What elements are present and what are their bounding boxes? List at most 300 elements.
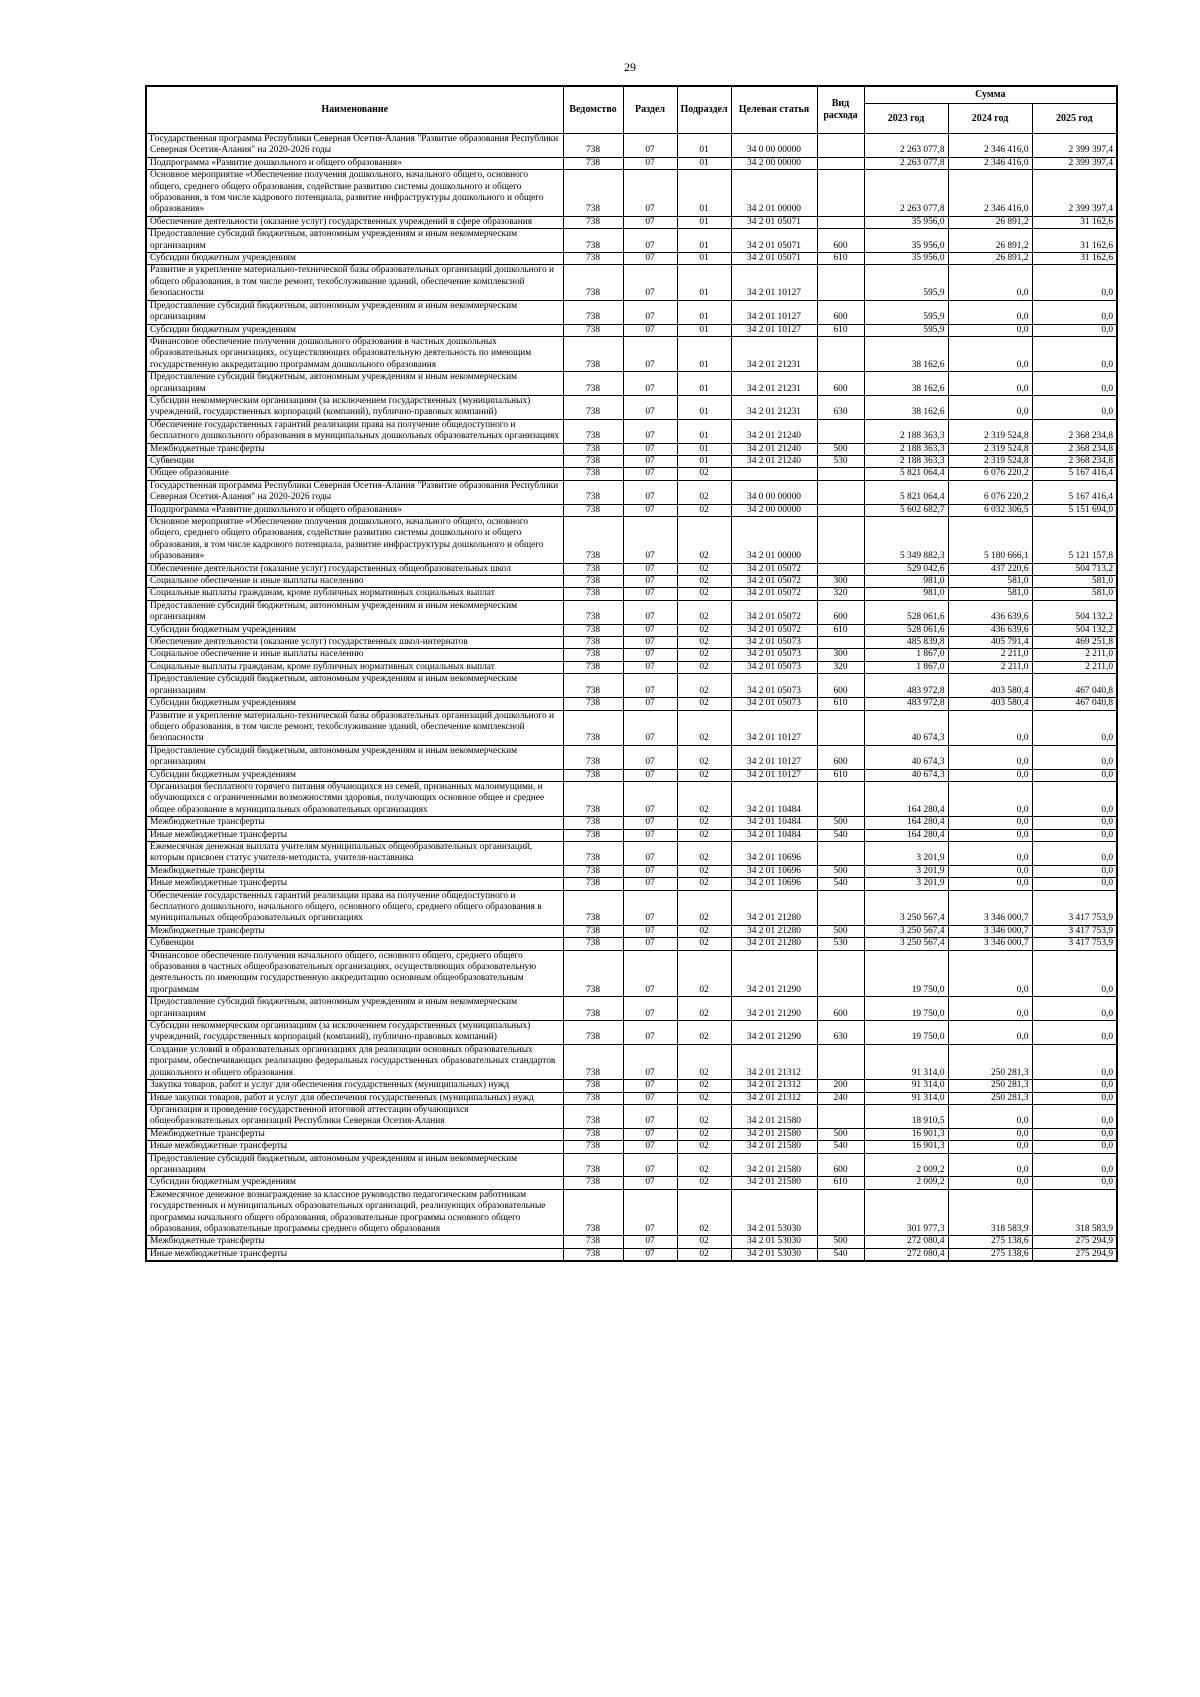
row-subsection: 02 bbox=[677, 480, 731, 504]
row-subsection: 02 bbox=[677, 997, 731, 1021]
row-ministry: 738 bbox=[563, 170, 623, 217]
row-expense-type bbox=[817, 157, 864, 169]
row-section: 07 bbox=[623, 1153, 677, 1177]
row-amount-2023: 18 910,5 bbox=[864, 1104, 948, 1128]
row-subsection: 02 bbox=[677, 950, 731, 997]
table-row bbox=[146, 841, 1117, 865]
row-subsection: 02 bbox=[677, 841, 731, 865]
row-ministry: 738 bbox=[563, 1153, 623, 1177]
row-name: Основное мероприятие «Обеспечение получения дошкольного, начального общего, основного общего, среднего общего образования, содействие развитию системы дошкольного и общего образования, в том числе кадрового потенциала, развитие инфраструктуры дошкольного и общего образования» bbox=[146, 170, 563, 217]
row-subsection: 02 bbox=[677, 600, 731, 624]
row-section: 07 bbox=[623, 865, 677, 877]
row-amount-2025: 0,0 bbox=[1032, 1021, 1117, 1045]
row-amount-2024: 436 639,6 bbox=[948, 600, 1032, 624]
row-section: 07 bbox=[623, 829, 677, 841]
table-row bbox=[146, 781, 1117, 816]
row-section: 07 bbox=[623, 300, 677, 324]
row-ministry: 738 bbox=[563, 504, 623, 516]
row-ministry: 738 bbox=[563, 817, 623, 829]
row-subsection: 02 bbox=[677, 1189, 731, 1236]
row-subsection: 02 bbox=[677, 504, 731, 516]
row-expense-type bbox=[817, 637, 864, 649]
row-expense-type: 610 bbox=[817, 1177, 864, 1189]
row-amount-2024: 3 346 000,7 bbox=[948, 890, 1032, 925]
row-amount-2024: 403 580,4 bbox=[948, 674, 1032, 698]
row-target: 34 2 01 21240 bbox=[731, 443, 817, 455]
row-amount-2025: 0,0 bbox=[1032, 1177, 1117, 1189]
row-name: Предоставление субсидий бюджетным, автономным учреждениям и иным некоммерческим организациям bbox=[146, 300, 563, 324]
row-section: 07 bbox=[623, 419, 677, 443]
row-subsection: 01 bbox=[677, 336, 731, 371]
row-ministry: 738 bbox=[563, 841, 623, 865]
row-ministry: 738 bbox=[563, 1092, 623, 1104]
row-section: 07 bbox=[623, 563, 677, 575]
row-expense-type bbox=[817, 1104, 864, 1128]
row-target: 34 2 01 05073 bbox=[731, 649, 817, 661]
row-ministry: 738 bbox=[563, 229, 623, 253]
row-ministry: 738 bbox=[563, 649, 623, 661]
row-name: Предоставление субсидий бюджетным, автономным учреждениям и иным некоммерческим организациям bbox=[146, 372, 563, 396]
row-subsection: 01 bbox=[677, 157, 731, 169]
row-amount-2024: 6 076 220,2 bbox=[948, 468, 1032, 480]
row-subsection: 02 bbox=[677, 1248, 731, 1261]
row-target: 34 2 01 21290 bbox=[731, 997, 817, 1021]
row-expense-type: 500 bbox=[817, 925, 864, 937]
row-amount-2023: 595,9 bbox=[864, 265, 948, 300]
row-amount-2025: 275 294,9 bbox=[1032, 1236, 1117, 1248]
row-target: 34 2 01 21231 bbox=[731, 372, 817, 396]
row-expense-type bbox=[817, 468, 864, 480]
row-name: Субсидии некоммерческим организациям (за исключением государственных (муниципальных) учреждений, государственных корпораций (компаний), публично-правовых компаний) bbox=[146, 395, 563, 419]
row-expense-type: 600 bbox=[817, 229, 864, 253]
row-amount-2025: 0,0 bbox=[1032, 1104, 1117, 1128]
row-amount-2024: 250 281,3 bbox=[948, 1080, 1032, 1092]
table-row bbox=[146, 649, 1117, 661]
row-expense-type: 500 bbox=[817, 865, 864, 877]
row-amount-2024: 0,0 bbox=[948, 865, 1032, 877]
row-name: Обеспечение деятельности (оказание услуг) государственных общеобразовательных школ bbox=[146, 563, 563, 575]
row-amount-2023: 164 280,4 bbox=[864, 817, 948, 829]
header-ministry: Ведомство bbox=[563, 86, 623, 134]
row-subsection: 02 bbox=[677, 1080, 731, 1092]
row-amount-2023: 2 188 363,3 bbox=[864, 455, 948, 467]
row-ministry: 738 bbox=[563, 419, 623, 443]
table-row bbox=[146, 1044, 1117, 1079]
row-name: Предоставление субсидий бюджетным, автономным учреждениям и иным некоммерческим организациям bbox=[146, 997, 563, 1021]
row-amount-2023: 91 314,0 bbox=[864, 1080, 948, 1092]
row-amount-2023: 5 821 064,4 bbox=[864, 468, 948, 480]
table-row bbox=[146, 455, 1117, 467]
row-subsection: 02 bbox=[677, 674, 731, 698]
table-row bbox=[146, 170, 1117, 217]
row-section: 07 bbox=[623, 745, 677, 769]
row-target: 34 2 01 21312 bbox=[731, 1044, 817, 1079]
row-amount-2025: 0,0 bbox=[1032, 817, 1117, 829]
row-ministry: 738 bbox=[563, 1141, 623, 1153]
row-target: 34 2 01 05072 bbox=[731, 576, 817, 588]
row-section: 07 bbox=[623, 649, 677, 661]
row-amount-2023: 91 314,0 bbox=[864, 1092, 948, 1104]
row-amount-2025: 469 251,8 bbox=[1032, 637, 1117, 649]
row-subsection: 02 bbox=[677, 878, 731, 890]
row-target: 34 2 01 00000 bbox=[731, 170, 817, 217]
row-target: 34 2 01 21312 bbox=[731, 1080, 817, 1092]
row-amount-2023: 38 162,6 bbox=[864, 395, 948, 419]
row-ministry: 738 bbox=[563, 600, 623, 624]
row-subsection: 02 bbox=[677, 1044, 731, 1079]
row-name: Обеспечение государственных гарантий реализации права на получение общедоступного и бесплатного дошкольного, начального общего, основного общего, среднего общего образования в муниципальных общеобразовательных организациях bbox=[146, 890, 563, 925]
row-subsection: 02 bbox=[677, 890, 731, 925]
row-ministry: 738 bbox=[563, 300, 623, 324]
row-section: 07 bbox=[623, 938, 677, 950]
row-amount-2025: 5 151 694,0 bbox=[1032, 504, 1117, 516]
row-amount-2023: 3 201,9 bbox=[864, 841, 948, 865]
row-amount-2025: 5 167 416,4 bbox=[1032, 468, 1117, 480]
row-subsection: 02 bbox=[677, 624, 731, 636]
row-subsection: 02 bbox=[677, 710, 731, 745]
row-amount-2023: 1 867,0 bbox=[864, 661, 948, 673]
row-amount-2024: 436 639,6 bbox=[948, 624, 1032, 636]
row-amount-2023: 981,0 bbox=[864, 576, 948, 588]
row-amount-2024: 0,0 bbox=[948, 950, 1032, 997]
row-name: Предоставление субсидий бюджетным, автономным учреждениям и иным некоммерческим организациям bbox=[146, 745, 563, 769]
table-row bbox=[146, 600, 1117, 624]
table-row bbox=[146, 157, 1117, 169]
row-section: 07 bbox=[623, 504, 677, 516]
row-name: Социальное обеспечение и иные выплаты населению bbox=[146, 649, 563, 661]
row-ministry: 738 bbox=[563, 372, 623, 396]
row-amount-2024: 0,0 bbox=[948, 324, 1032, 336]
row-amount-2025: 504 132,2 bbox=[1032, 624, 1117, 636]
row-section: 07 bbox=[623, 253, 677, 265]
row-expense-type: 600 bbox=[817, 1153, 864, 1177]
row-amount-2024: 2 211,0 bbox=[948, 649, 1032, 661]
row-subsection: 01 bbox=[677, 443, 731, 455]
table-row bbox=[146, 588, 1117, 600]
row-section: 07 bbox=[623, 698, 677, 710]
row-name: Подпрограмма «Развитие дошкольного и общего образования» bbox=[146, 157, 563, 169]
row-expense-type bbox=[817, 781, 864, 816]
row-target: 34 2 01 05072 bbox=[731, 588, 817, 600]
row-amount-2024: 275 138,6 bbox=[948, 1236, 1032, 1248]
row-target: 34 2 01 10696 bbox=[731, 841, 817, 865]
row-target: 34 2 01 21312 bbox=[731, 1092, 817, 1104]
row-amount-2025: 0,0 bbox=[1032, 1092, 1117, 1104]
row-ministry: 738 bbox=[563, 624, 623, 636]
table-row bbox=[146, 890, 1117, 925]
row-expense-type bbox=[817, 1044, 864, 1079]
row-section: 07 bbox=[623, 1236, 677, 1248]
row-amount-2024: 2 346 416,0 bbox=[948, 157, 1032, 169]
row-amount-2024: 275 138,6 bbox=[948, 1248, 1032, 1261]
row-target: 34 2 01 10696 bbox=[731, 878, 817, 890]
row-section: 07 bbox=[623, 229, 677, 253]
row-target: 34 2 01 21240 bbox=[731, 419, 817, 443]
row-ministry: 738 bbox=[563, 588, 623, 600]
row-expense-type: 600 bbox=[817, 997, 864, 1021]
row-target: 34 2 01 10127 bbox=[731, 769, 817, 781]
row-name: Субсидии бюджетным учреждениям bbox=[146, 769, 563, 781]
table-row bbox=[146, 134, 1117, 158]
row-ministry: 738 bbox=[563, 1044, 623, 1079]
row-ministry: 738 bbox=[563, 1177, 623, 1189]
row-section: 07 bbox=[623, 395, 677, 419]
row-name: Государственная программа Республики Северная Осетия-Алания "Развитие образования Республики Северная Осетия-Алания" на 2020-2026 годы bbox=[146, 134, 563, 158]
row-amount-2023: 301 977,3 bbox=[864, 1189, 948, 1236]
row-amount-2023: 483 972,8 bbox=[864, 698, 948, 710]
row-target: 34 2 01 21231 bbox=[731, 395, 817, 419]
row-name: Ежемесячная денежная выплата учителям муниципальных общеобразовательных организаций, которым присвоен статус учителя-методиста, учителя-наставника bbox=[146, 841, 563, 865]
row-section: 07 bbox=[623, 134, 677, 158]
row-name: Обеспечение деятельности (оказание услуг) государственных школ-интернатов bbox=[146, 637, 563, 649]
row-section: 07 bbox=[623, 455, 677, 467]
row-name: Субсидии бюджетным учреждениям bbox=[146, 624, 563, 636]
row-amount-2024: 0,0 bbox=[948, 1141, 1032, 1153]
row-name: Организация и проведение государственной итоговой аттестации обучающихся общеобразовательных организаций Республики Северная Осетия-Алания bbox=[146, 1104, 563, 1128]
row-amount-2025: 504 713,2 bbox=[1032, 563, 1117, 575]
row-amount-2023: 40 674,3 bbox=[864, 710, 948, 745]
row-section: 07 bbox=[623, 925, 677, 937]
table-row bbox=[146, 661, 1117, 673]
row-ministry: 738 bbox=[563, 674, 623, 698]
row-expense-type: 610 bbox=[817, 624, 864, 636]
row-ministry: 738 bbox=[563, 1080, 623, 1092]
row-amount-2024: 0,0 bbox=[948, 265, 1032, 300]
row-target: 34 0 00 00000 bbox=[731, 480, 817, 504]
row-ministry: 738 bbox=[563, 698, 623, 710]
row-amount-2025: 31 162,6 bbox=[1032, 229, 1117, 253]
table-row bbox=[146, 1189, 1117, 1236]
row-amount-2025: 3 417 753,9 bbox=[1032, 938, 1117, 950]
row-amount-2024: 0,0 bbox=[948, 769, 1032, 781]
row-amount-2023: 38 162,6 bbox=[864, 372, 948, 396]
row-expense-type bbox=[817, 336, 864, 371]
row-name: Создание условий в образовательных организациях для реализации основных образовательных программ, обеспечивающих реализацию федеральных государственных образовательных стандартов дошкольного и общего образования bbox=[146, 1044, 563, 1079]
row-amount-2024: 581,0 bbox=[948, 588, 1032, 600]
row-target: 34 2 01 05071 bbox=[731, 216, 817, 228]
table-row bbox=[146, 997, 1117, 1021]
row-ministry: 738 bbox=[563, 336, 623, 371]
row-amount-2025: 0,0 bbox=[1032, 324, 1117, 336]
row-amount-2025: 467 040,8 bbox=[1032, 698, 1117, 710]
row-amount-2024: 0,0 bbox=[948, 1153, 1032, 1177]
row-amount-2025: 2 399 397,4 bbox=[1032, 170, 1117, 217]
row-amount-2024: 2 346 416,0 bbox=[948, 170, 1032, 217]
row-amount-2024: 26 891,2 bbox=[948, 229, 1032, 253]
table-row bbox=[146, 336, 1117, 371]
table-row bbox=[146, 698, 1117, 710]
table-row bbox=[146, 1021, 1117, 1045]
header-year-2023: 2023 год bbox=[864, 104, 948, 134]
row-amount-2025: 0,0 bbox=[1032, 372, 1117, 396]
row-ministry: 738 bbox=[563, 878, 623, 890]
header-subsection: Подраздел bbox=[677, 86, 731, 134]
row-target: 34 2 01 05072 bbox=[731, 624, 817, 636]
row-ministry: 738 bbox=[563, 324, 623, 336]
row-amount-2025: 0,0 bbox=[1032, 1153, 1117, 1177]
row-subsection: 02 bbox=[677, 661, 731, 673]
row-amount-2024: 0,0 bbox=[948, 745, 1032, 769]
row-amount-2023: 19 750,0 bbox=[864, 1021, 948, 1045]
row-amount-2024: 6 032 306,5 bbox=[948, 504, 1032, 516]
row-name: Финансовое обеспечение получения дошкольного образования в частных дошкольных образовательных организациях, осуществляющих образовательную деятельность по имеющим государственную аккредитацию программам дошкольного образования bbox=[146, 336, 563, 371]
row-subsection: 02 bbox=[677, 1177, 731, 1189]
row-expense-type: 500 bbox=[817, 817, 864, 829]
row-name: Иные межбюджетные трансферты bbox=[146, 1141, 563, 1153]
row-target: 34 2 01 21290 bbox=[731, 950, 817, 997]
header-name: Наименование bbox=[146, 86, 563, 134]
row-expense-type: 240 bbox=[817, 1092, 864, 1104]
row-ministry: 738 bbox=[563, 925, 623, 937]
row-expense-type bbox=[817, 710, 864, 745]
row-subsection: 02 bbox=[677, 1128, 731, 1140]
row-amount-2024: 405 791,4 bbox=[948, 637, 1032, 649]
row-ministry: 738 bbox=[563, 576, 623, 588]
row-name: Развитие и укрепление материально-технической базы образовательных организаций дошкольного и общего образования, в том числе ремонт, техобслуживание зданий, обеспечение комплексной безопасности bbox=[146, 265, 563, 300]
row-section: 07 bbox=[623, 637, 677, 649]
row-expense-type bbox=[817, 563, 864, 575]
row-expense-type: 500 bbox=[817, 1236, 864, 1248]
row-target: 34 2 01 05071 bbox=[731, 253, 817, 265]
row-amount-2023: 2 009,2 bbox=[864, 1153, 948, 1177]
row-subsection: 01 bbox=[677, 372, 731, 396]
row-amount-2023: 529 042,6 bbox=[864, 563, 948, 575]
row-ministry: 738 bbox=[563, 950, 623, 997]
row-section: 07 bbox=[623, 769, 677, 781]
row-target: 34 2 01 21580 bbox=[731, 1177, 817, 1189]
row-subsection: 01 bbox=[677, 229, 731, 253]
row-target: 34 2 01 53030 bbox=[731, 1248, 817, 1261]
row-subsection: 01 bbox=[677, 134, 731, 158]
row-subsection: 02 bbox=[677, 769, 731, 781]
table-row bbox=[146, 925, 1117, 937]
row-amount-2025: 0,0 bbox=[1032, 841, 1117, 865]
row-section: 07 bbox=[623, 157, 677, 169]
table-row bbox=[146, 938, 1117, 950]
row-target: 34 2 01 05072 bbox=[731, 563, 817, 575]
row-ministry: 738 bbox=[563, 661, 623, 673]
row-amount-2024: 5 180 666,1 bbox=[948, 517, 1032, 564]
row-target: 34 2 01 21280 bbox=[731, 925, 817, 937]
row-name: Субвенции bbox=[146, 455, 563, 467]
row-ministry: 738 bbox=[563, 1104, 623, 1128]
row-amount-2025: 0,0 bbox=[1032, 1080, 1117, 1092]
row-ministry: 738 bbox=[563, 134, 623, 158]
row-name: Иные межбюджетные трансферты bbox=[146, 1248, 563, 1261]
row-amount-2025: 5 121 157,8 bbox=[1032, 517, 1117, 564]
row-target: 34 2 01 05071 bbox=[731, 229, 817, 253]
row-section: 07 bbox=[623, 710, 677, 745]
row-expense-type: 610 bbox=[817, 698, 864, 710]
row-section: 07 bbox=[623, 624, 677, 636]
row-expense-type bbox=[817, 480, 864, 504]
row-ministry: 738 bbox=[563, 637, 623, 649]
row-expense-type bbox=[817, 170, 864, 217]
row-section: 07 bbox=[623, 336, 677, 371]
row-subsection: 02 bbox=[677, 1153, 731, 1177]
table-row bbox=[146, 443, 1117, 455]
row-name: Государственная программа Республики Северная Осетия-Алания "Развитие образования Республики Северная Осетия-Алания" на 2020-2026 годы bbox=[146, 480, 563, 504]
row-amount-2023: 3 250 567,4 bbox=[864, 925, 948, 937]
row-target: 34 2 01 21580 bbox=[731, 1128, 817, 1140]
row-amount-2023: 19 750,0 bbox=[864, 997, 948, 1021]
row-name: Иные закупки товаров, работ и услуг для обеспечения государственных (муниципальных) нужд bbox=[146, 1092, 563, 1104]
table-row bbox=[146, 265, 1117, 300]
row-ministry: 738 bbox=[563, 997, 623, 1021]
row-section: 07 bbox=[623, 1177, 677, 1189]
row-expense-type: 610 bbox=[817, 769, 864, 781]
row-amount-2025: 2 368 234,8 bbox=[1032, 419, 1117, 443]
row-subsection: 01 bbox=[677, 419, 731, 443]
row-amount-2023: 35 956,0 bbox=[864, 253, 948, 265]
row-target: 34 2 01 05073 bbox=[731, 637, 817, 649]
row-amount-2023: 3 250 567,4 bbox=[864, 890, 948, 925]
row-section: 07 bbox=[623, 841, 677, 865]
row-amount-2024: 0,0 bbox=[948, 878, 1032, 890]
row-target: 34 2 01 10484 bbox=[731, 817, 817, 829]
row-amount-2025: 0,0 bbox=[1032, 336, 1117, 371]
row-amount-2024: 0,0 bbox=[948, 336, 1032, 371]
row-target: 34 2 01 53030 bbox=[731, 1236, 817, 1248]
row-section: 07 bbox=[623, 817, 677, 829]
row-name: Межбюджетные трансферты bbox=[146, 1128, 563, 1140]
table-row bbox=[146, 1153, 1117, 1177]
row-amount-2025: 0,0 bbox=[1032, 781, 1117, 816]
row-name: Финансовое обеспечение получения начального общего, основного общего, среднего общего образования в частных общеобразовательных организациях, осуществляющих образовательную деятельность по имеющим государственную аккредитацию основным общеобразовательным программам bbox=[146, 950, 563, 997]
row-amount-2023: 3 201,9 bbox=[864, 865, 948, 877]
row-amount-2025: 31 162,6 bbox=[1032, 216, 1117, 228]
row-amount-2023: 981,0 bbox=[864, 588, 948, 600]
row-amount-2025: 3 417 753,9 bbox=[1032, 890, 1117, 925]
row-amount-2024: 0,0 bbox=[948, 710, 1032, 745]
row-expense-type bbox=[817, 890, 864, 925]
row-subsection: 02 bbox=[677, 637, 731, 649]
row-name: Субсидии бюджетным учреждениям bbox=[146, 1177, 563, 1189]
row-amount-2024: 26 891,2 bbox=[948, 253, 1032, 265]
header-expense-type: Вид расхода bbox=[817, 86, 864, 134]
row-target: 34 2 01 21280 bbox=[731, 938, 817, 950]
row-target: 34 2 01 10127 bbox=[731, 324, 817, 336]
row-section: 07 bbox=[623, 878, 677, 890]
table-row bbox=[146, 829, 1117, 841]
row-amount-2025: 2 399 397,4 bbox=[1032, 134, 1117, 158]
row-subsection: 02 bbox=[677, 817, 731, 829]
row-subsection: 02 bbox=[677, 781, 731, 816]
row-expense-type bbox=[817, 950, 864, 997]
row-expense-type: 540 bbox=[817, 878, 864, 890]
row-target: 34 2 01 21580 bbox=[731, 1104, 817, 1128]
row-amount-2025: 504 132,2 bbox=[1032, 600, 1117, 624]
row-subsection: 02 bbox=[677, 517, 731, 564]
row-section: 07 bbox=[623, 1128, 677, 1140]
row-name: Субсидии бюджетным учреждениям bbox=[146, 253, 563, 265]
row-amount-2024: 26 891,2 bbox=[948, 216, 1032, 228]
table-row bbox=[146, 1141, 1117, 1153]
row-amount-2023: 2 263 077,8 bbox=[864, 134, 948, 158]
row-amount-2024: 403 580,4 bbox=[948, 698, 1032, 710]
row-ministry: 738 bbox=[563, 865, 623, 877]
row-subsection: 01 bbox=[677, 216, 731, 228]
row-section: 07 bbox=[623, 480, 677, 504]
row-ministry: 738 bbox=[563, 216, 623, 228]
row-amount-2024: 0,0 bbox=[948, 781, 1032, 816]
row-section: 07 bbox=[623, 443, 677, 455]
row-name: Обеспечение деятельности (оказание услуг) государственных учреждений в сфере образования bbox=[146, 216, 563, 228]
row-expense-type: 610 bbox=[817, 324, 864, 336]
row-expense-type: 610 bbox=[817, 253, 864, 265]
row-amount-2023: 1 867,0 bbox=[864, 649, 948, 661]
row-target: 34 2 01 05073 bbox=[731, 661, 817, 673]
